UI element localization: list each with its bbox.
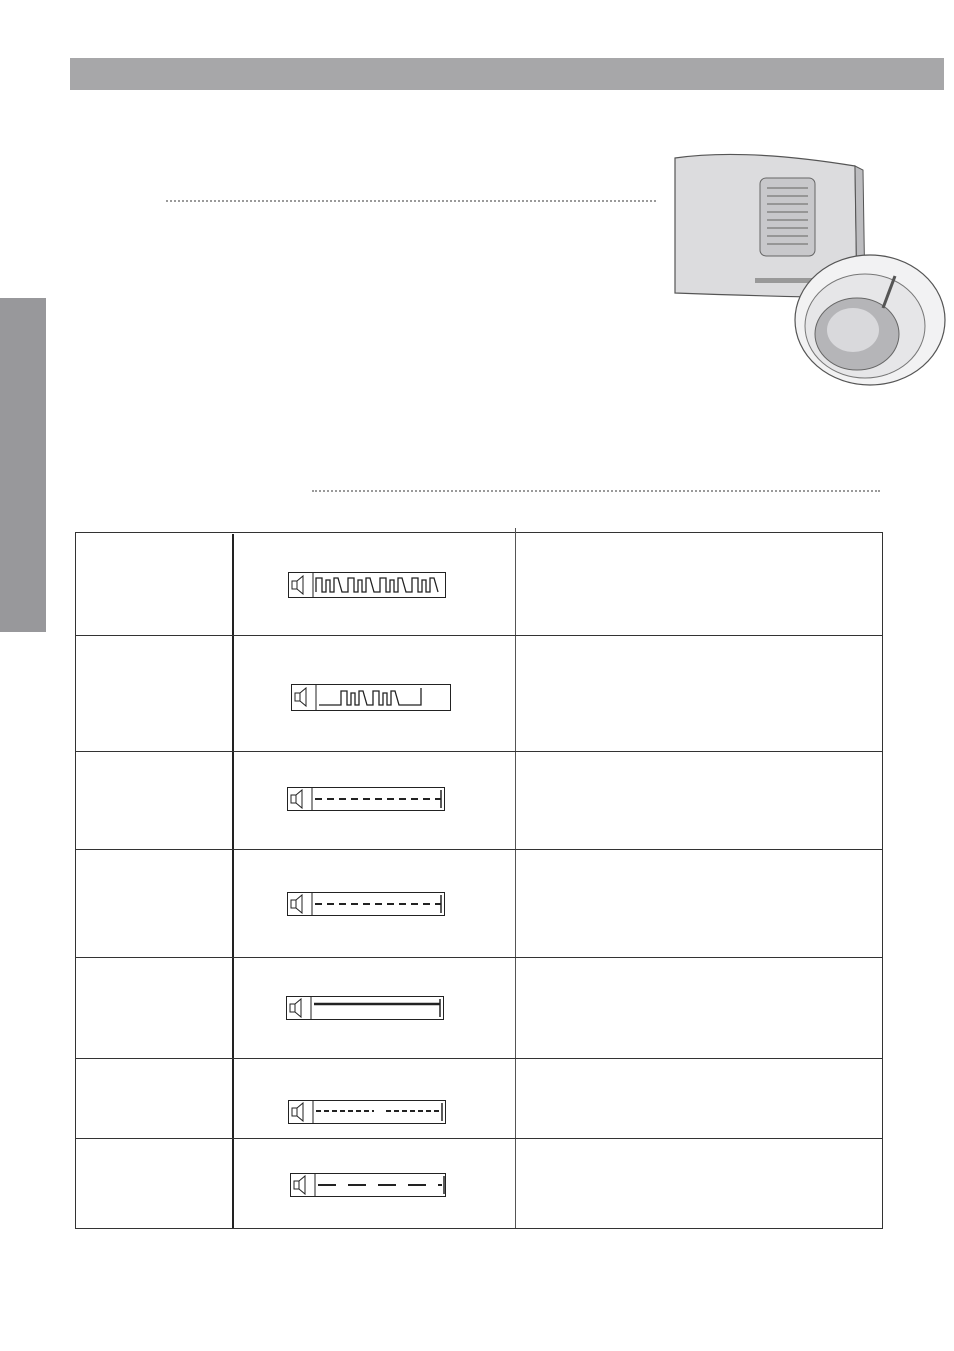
table-row-divider (76, 957, 882, 958)
siren-detector-icon (665, 148, 950, 393)
signal-pattern-dashed-fast (287, 787, 445, 811)
signal-pattern-warble-bursts (291, 684, 451, 711)
header-bar (70, 58, 944, 90)
table-row-divider (76, 849, 882, 850)
table-row-divider (76, 1138, 882, 1139)
signal-pattern-dashed-groups (288, 1100, 446, 1124)
dotted-separator-top (166, 200, 656, 202)
signal-pattern-long-dashes (290, 1173, 446, 1197)
dotted-separator-table (312, 490, 880, 492)
side-tab (0, 298, 46, 632)
signal-table (75, 532, 883, 1229)
table-row-divider (76, 1058, 882, 1059)
table-row-divider (76, 751, 882, 752)
signal-pattern-continuous (286, 996, 444, 1020)
table-divider-2 (515, 528, 516, 1228)
table-row-divider (76, 635, 882, 636)
siren-detector-illustration (665, 148, 950, 393)
signal-pattern-dashed-fast-2 (287, 892, 445, 916)
table-divider-1 (232, 534, 234, 1228)
signal-pattern-warble-continuous (288, 572, 446, 598)
